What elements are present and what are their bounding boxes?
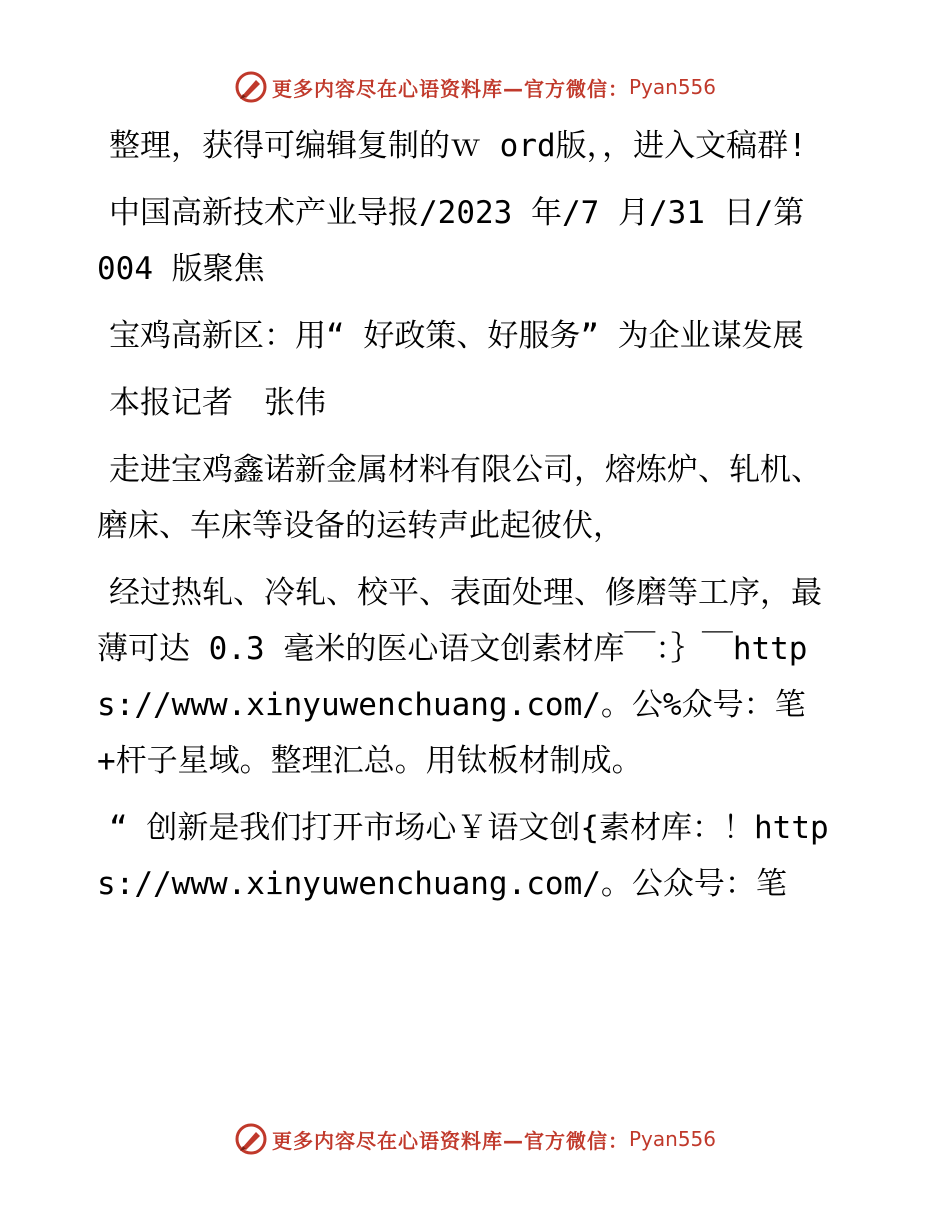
article-byline: 本报记者 张伟 bbox=[109, 385, 326, 421]
footer-wechat-id: Pyan556 bbox=[628, 1127, 716, 1151]
page-footer-banner bbox=[0, 1122, 950, 1156]
paragraph-body-1: 走进宝鸡鑫诺新金属材料有限公司，熔炼炉、轧机、磨床、车床等设备的运转声此起彼伏， bbox=[97, 452, 822, 544]
paragraph-source: 中国高新技术产业导报/2023 年/7 月/31 日/第 004 版聚焦 bbox=[97, 195, 805, 287]
pen-logo-icon bbox=[234, 70, 268, 104]
footer-banner-text: 更多内容尽在心语资料库—官方微信： bbox=[271, 1128, 629, 1153]
article-title: 宝鸡高新区：用“ 好政策、好服务” 为企业谋发展 bbox=[109, 318, 804, 354]
header-wechat-id: Pyan556 bbox=[628, 75, 716, 99]
page-header-banner bbox=[0, 70, 950, 104]
document-body bbox=[97, 118, 837, 923]
paragraph-body-2: 经过热轧、冷轧、校平、表面处理、修磨等工序，最薄可达 0.3 毫米的医心语文创素材库￣：｝￣https://www.xinyuwenchuang.com/。公%众号：笔+杆子星域。整理汇总。用钛板材制成。 bbox=[97, 575, 822, 779]
pen-logo-icon bbox=[234, 1122, 268, 1156]
paragraph-body-3: “ 创新是我们打开市场心￥语文创{素材库：！https://www.xinyuwenchuang.com/。公众号：笔 bbox=[97, 810, 829, 902]
paragraph-intro: 整理，获得可编辑复制的ｗ ord版，，进入文稿群! bbox=[109, 128, 807, 164]
header-banner-text: 更多内容尽在心语资料库—官方微信： bbox=[271, 76, 629, 101]
